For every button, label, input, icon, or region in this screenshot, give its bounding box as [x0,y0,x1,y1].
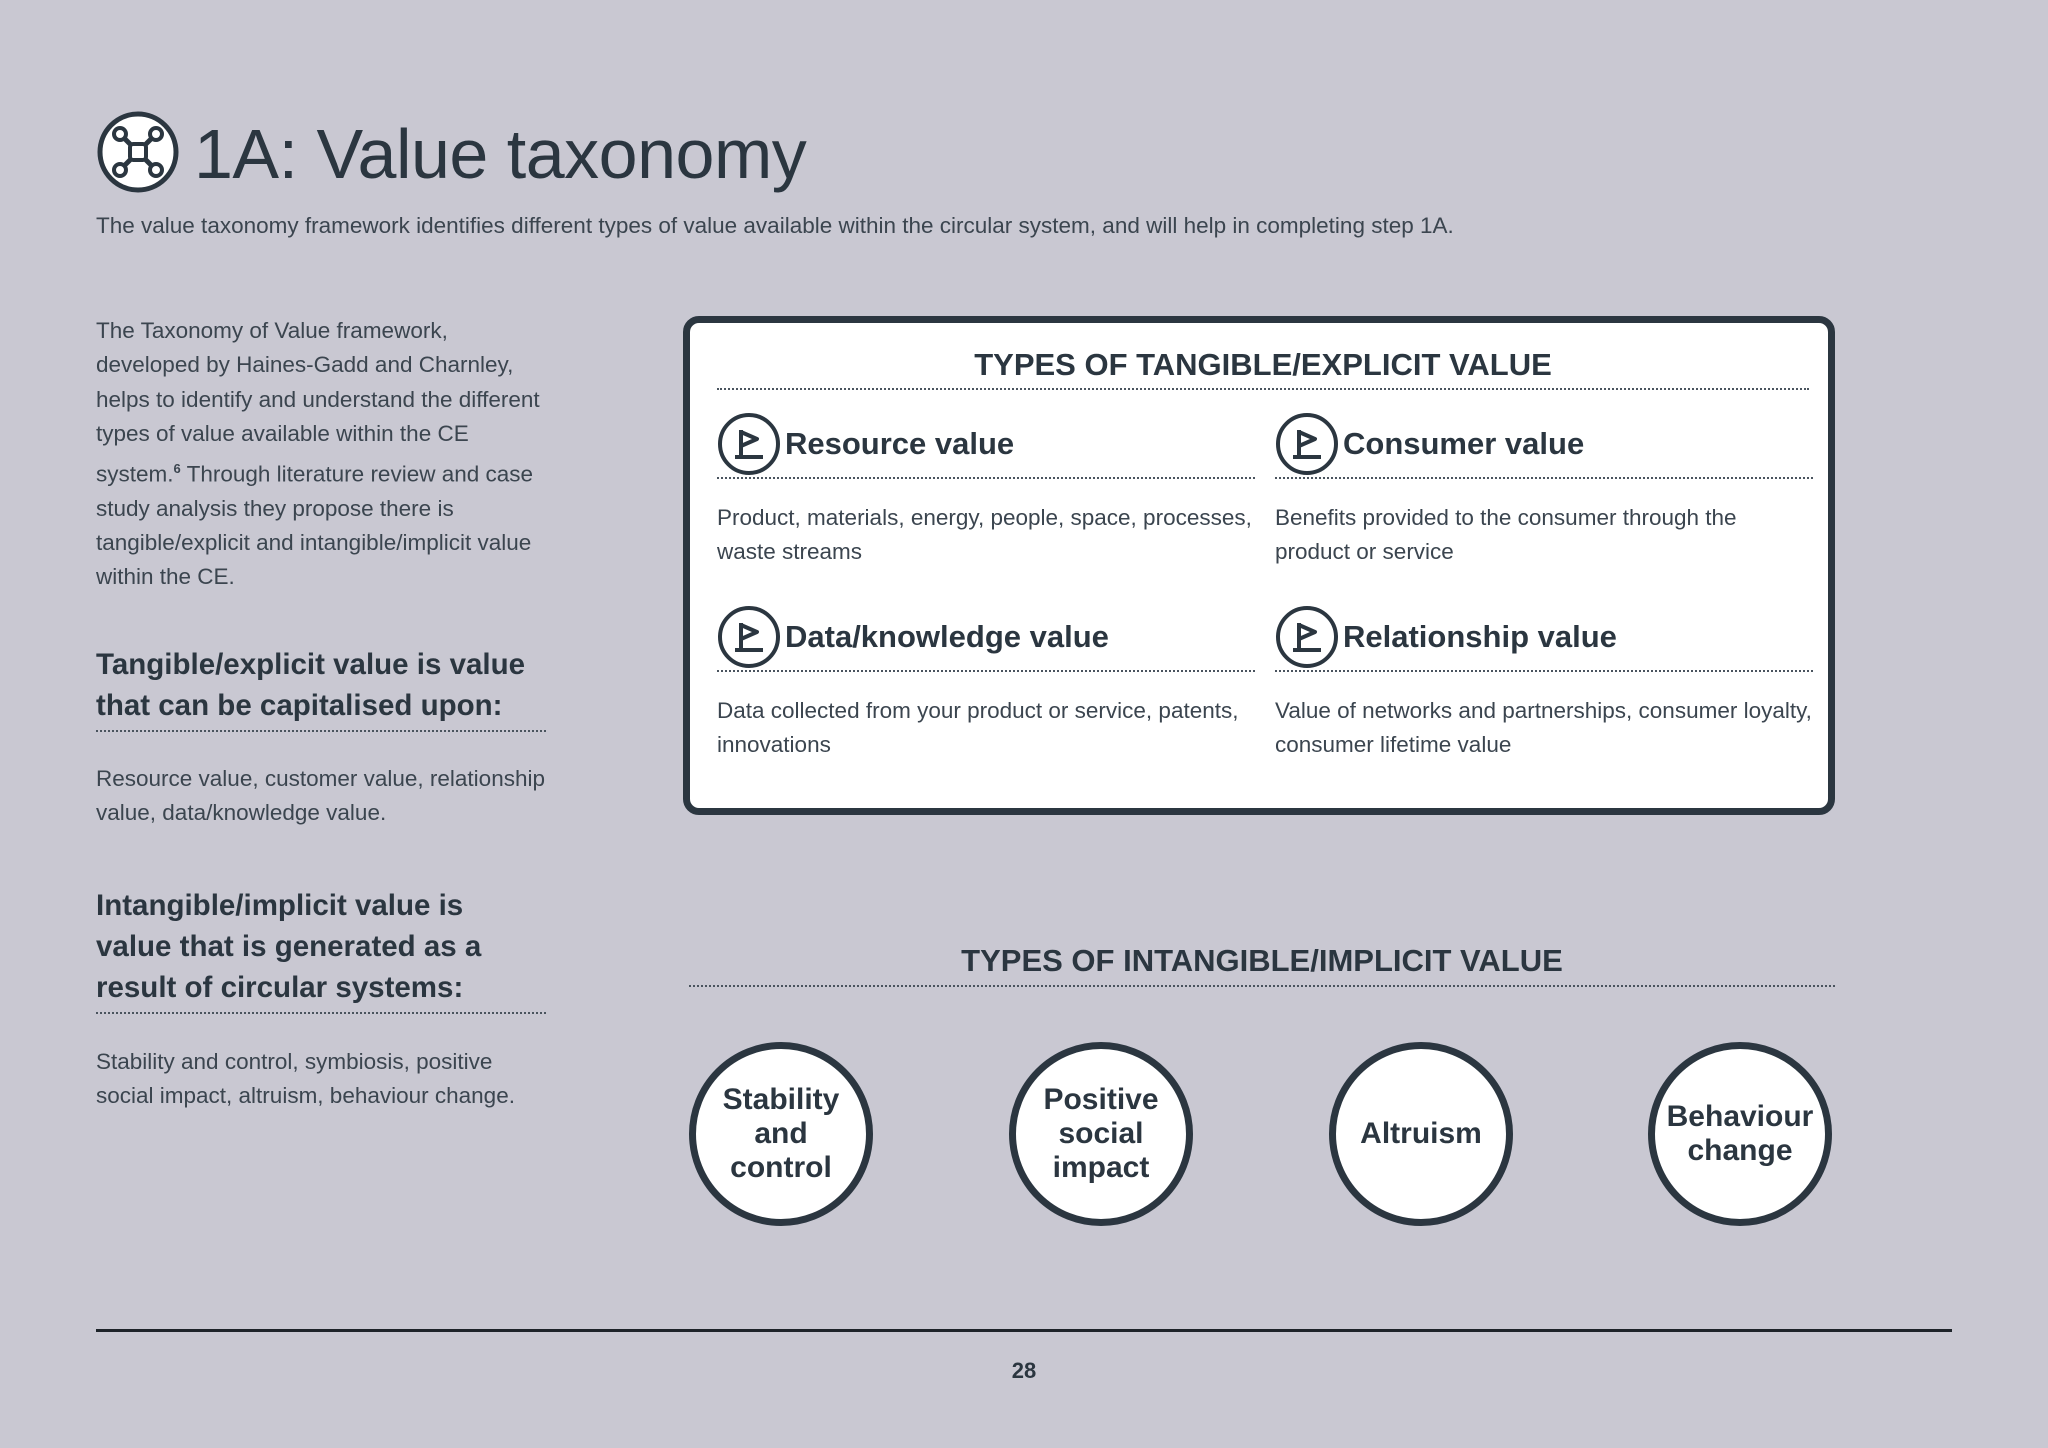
intro-paragraph [96,314,546,595]
value-type-title: Data/knowledge value [785,619,1109,654]
circle-label: Behaviour change [1666,1100,1814,1167]
tangible-heading: Tangible/explicit value is value that can be capitalised upon: [96,644,546,732]
flag-icon [717,605,781,669]
value-type-description: Product, materials, energy, people, space, processes, waste streams [717,505,1252,565]
flag-icon [1275,412,1339,476]
footnote-marker: 6 [173,460,181,476]
page-title: 1A: Value taxonomy [194,115,807,193]
page-subtitle: The value taxonomy framework identifies different types of value available within the circular system, and will help in completing step 1A. [96,213,1454,238]
flag-icon [717,412,781,476]
value-type-description: Value of networks and partnerships, consumer loyalty, consumer lifetime value [1275,698,1812,758]
intangible-circle-altruism [1329,1042,1513,1226]
circle-label: Positive social impact [1043,1083,1159,1184]
tangible-value-panel [683,316,1835,815]
intro-text-continued: Through literature review and case study analysis they propose there is tangible/explicit and intangible/implicit value within the CE. [96,461,534,590]
intro-text: The Taxonomy of Value framework, developed by Haines-Gadd and Charnley, helps to identify and understand the different types of value available within the CE system. [96,318,540,487]
value-type-description: Data collected from your product or service, patents, innovations [717,698,1239,758]
value-type-title: Resource value [785,426,1015,461]
intangible-circle-stability [689,1042,873,1226]
network-nodes-icon [96,110,180,194]
flag-icon [1275,605,1339,669]
value-type-relationship [1275,604,1813,763]
circle-label: Altruism [1360,1117,1482,1150]
intangible-circle-social-impact [1009,1042,1193,1226]
value-type-title: Consumer value [1343,426,1585,461]
page-number: 28 [1011,1358,1037,1383]
intangible-heading: Intangible/implicit value is value that is generated as a result of circular systems: [96,885,546,1014]
footer-divider [96,1329,1952,1332]
intangible-list: Stability and control, symbiosis, positive social impact, altruism, behaviour change. [96,1049,515,1109]
intangible-section-title: TYPES OF INTANGIBLE/IMPLICIT VALUE [689,940,1835,987]
value-type-title: Relationship value [1343,619,1617,654]
intangible-circle-behaviour [1648,1042,1832,1226]
value-type-resource [717,411,1255,570]
tangible-list: Resource value, customer value, relationship value, data/knowledge value. [96,766,545,826]
value-type-data-knowledge [717,604,1255,763]
tangible-panel-title: TYPES OF TANGIBLE/EXPLICIT VALUE [717,345,1809,390]
value-type-description: Benefits provided to the consumer through the product or service [1275,505,1737,565]
circle-label: Stability and control [722,1083,840,1184]
value-type-consumer [1275,411,1813,570]
